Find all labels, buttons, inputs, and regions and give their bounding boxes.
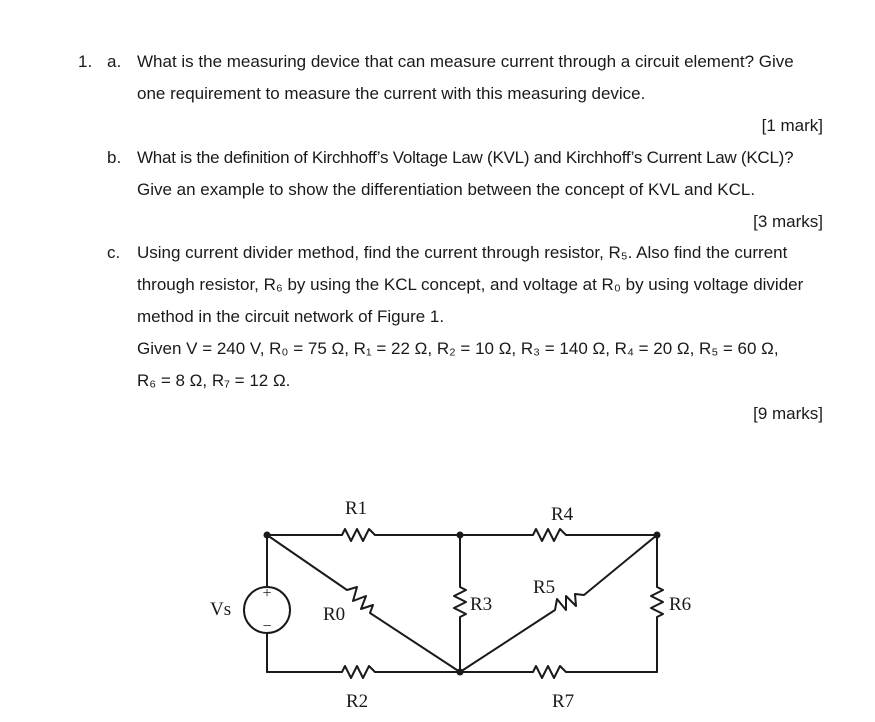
part-a-label: a. — [107, 52, 122, 71]
label-r3: R3 — [470, 594, 493, 615]
label-r2: R2 — [346, 691, 369, 712]
part-b-marks: [3 marks] — [753, 212, 823, 231]
part-b-label: b. — [107, 148, 122, 167]
part-b-line-2: Give an example to show the differentiation between the concept of KVL and KCL. — [137, 180, 756, 199]
part-a-marks: [1 mark] — [761, 116, 823, 135]
part-c-line-5: R₆ = 8 Ω, R₇ = 12 Ω. — [137, 371, 291, 390]
part-c-label: c. — [107, 243, 121, 262]
label-r1: R1 — [345, 498, 368, 519]
part-b-line-1: What is the definition of Kirchhoff’s Voltage Law (KVL) and Kirchhoff’s Current Law (KCL)? — [137, 148, 794, 167]
part-c-line-4: Given V = 240 V, R₀ = 75 Ω, R₁ = 22 Ω, R₂ = 10 Ω, R₃ = 140 Ω, R₄ = 20 Ω, R₅ = 60 Ω, — [137, 339, 779, 358]
label-r7: R7 — [552, 691, 575, 712]
label-r0: R0 — [323, 604, 346, 625]
resistor-r6 — [651, 535, 663, 672]
part-c-line-1: Using current divider method, find the current through resistor, R₅. Also find the current — [137, 243, 788, 262]
part-c-line-2: through resistor, R₆ by using the KCL concept, and voltage at R₀ by using voltage divider — [137, 275, 804, 294]
source-plus: + — [262, 585, 272, 602]
node-bottom-middle — [457, 669, 464, 676]
label-vs: Vs — [210, 599, 232, 620]
node-top-middle — [457, 532, 464, 539]
resistor-r3 — [454, 535, 466, 672]
question-number: 1. — [78, 52, 93, 71]
resistor-r0 — [267, 535, 460, 672]
label-r4: R4 — [551, 504, 574, 525]
node-top-right — [654, 532, 661, 539]
part-a-line-1: What is the measuring device that can measure current through a circuit element? Give — [137, 52, 794, 71]
node-top-left — [264, 532, 271, 539]
label-r6: R6 — [669, 594, 692, 615]
source-minus: − — [262, 618, 272, 635]
part-a-line-2: one requirement to measure the current with this measuring device. — [137, 84, 646, 103]
part-c-line-3: method in the circuit network of Figure 1. — [137, 307, 445, 326]
label-r5: R5 — [533, 577, 556, 598]
part-c-marks: [9 marks] — [753, 404, 823, 423]
